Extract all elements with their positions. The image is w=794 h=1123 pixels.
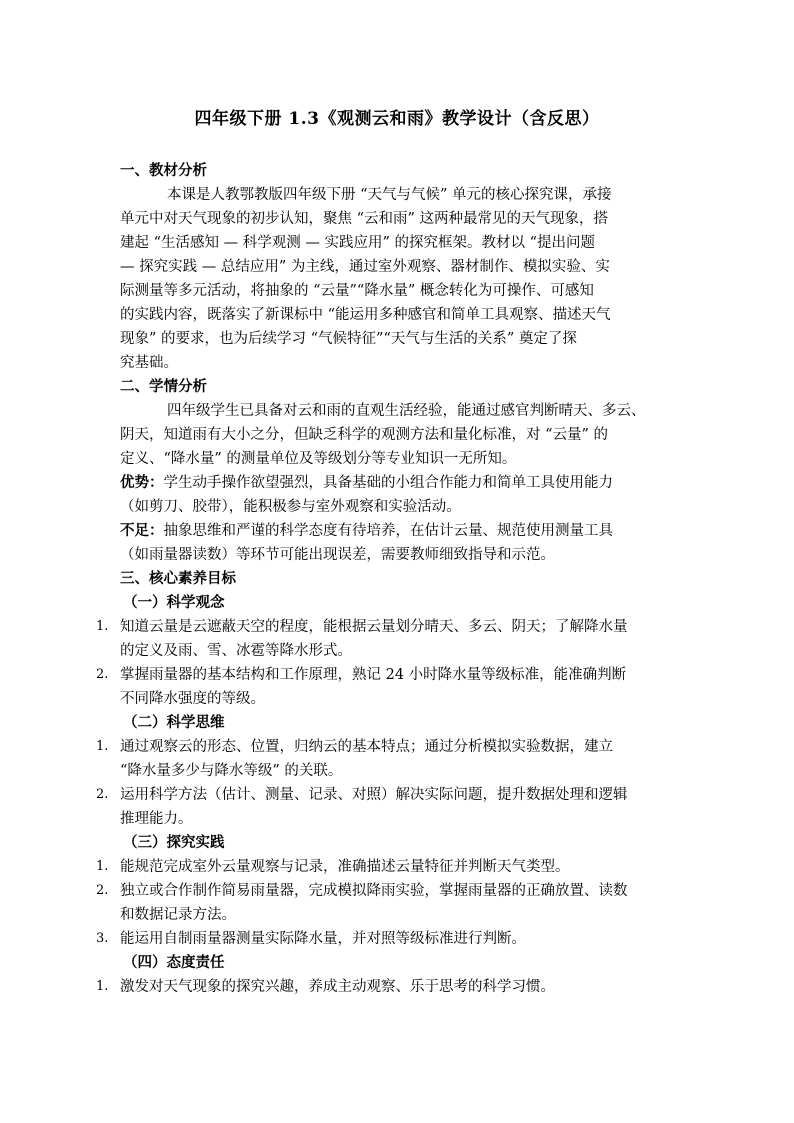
list-number: 1. [96,739,109,754]
list-item-line: 能规范完成室外云量观察与记录，准确描述云量特征并判断天气类型。 [120,859,570,875]
section-heading-student-analysis: 二、学情分析 [120,378,207,395]
list-number: 2. [96,787,109,802]
list-item-line: 掌握雨量器的基本结构和工作原理，熟记 24 小时降水量等级标准，能准确判断 [120,667,627,683]
subsection-heading-science-concept: （一）科学观念 [123,594,225,611]
section-heading-core-literacy-goals: 三、核心素养目标 [120,570,236,587]
paragraph-line: （如剪刀、胶带），能积极参与室外观察和实验活动。 [120,499,461,515]
list-item-line: 推理能力。 [120,811,193,827]
weakness-line [120,521,680,541]
paragraph-line: 际测量等多元活动，将抽象的 “云量”“降水量” 概念转化为可操作、可感知 [120,283,594,299]
list-item-line: 不同降水强度的等级。 [120,691,265,707]
list-item-line: 知道云量是云遮蔽天空的程度，能根据云量划分晴天、多云、阴天；了解降水量 [120,619,628,635]
advantage-text: 学生动手操作欲望强烈，具备基础的小组合作能力和简单工具使用能力 [163,475,613,491]
paragraph-line: 阴天，知道雨有大小之分，但缺乏科学的观测方法和量化标准，对 “云量” 的 [120,427,609,443]
list-number: 1. [96,859,109,874]
advantage-line [120,473,680,493]
weakness-label: 不足： [120,522,164,539]
paragraph-line: （如雨量器读数）等环节可能出现误差，需要教师细致指导和示范。 [120,547,555,563]
list-item-line: “降水量多少与降水等级” 的关联。 [120,763,343,779]
paragraph-line: — 探究实践 — 总结应用” 为主线，通过室外观察、器材制作、模拟实验、实 [120,259,610,275]
paragraph-line: 建起 “生活感知 — 科学观测 — 实践应用” 的探究框架。教材以 “提出问题 [120,235,595,251]
list-item-line: 能运用自制雨量器测量实际降水量，并对照等级标准进行判断。 [120,931,526,947]
list-item-line: 通过观察云的形态、位置，归纳云的基本特点；通过分析模拟实验数据，建立 [120,739,613,755]
paragraph-line: 本课是人教鄂教版四年级下册 “天气与气候” 单元的核心探究课，承接 [167,187,612,203]
paragraph-line: 四年级学生已具备对云和雨的直观生活经验，能通过感官判断晴天、多云、 [167,403,646,419]
list-number: 1. [96,619,109,634]
list-item-line: 运用科学方法（估计、测量、记录、对照）解决实际问题，提升数据处理和逻辑 [120,787,628,803]
paragraph-line: 定义、“降水量” 的测量单位及等级划分等专业知识一无所知。 [120,451,517,467]
paragraph-line: 究基础。 [120,355,178,371]
list-item-line: 独立或合作制作简易雨量器，完成模拟降雨实验，掌握雨量器的正确放置、读数 [120,883,628,899]
list-item-line: 和数据记录方法。 [120,907,236,923]
list-item-line: 的定义及雨、雪、冰雹等降水形式。 [120,643,352,659]
subsection-heading-attitude-responsibility: （四）态度责任 [123,954,225,971]
weakness-text: 抽象思维和严谨的科学态度有待培养，在估计云量、规范使用测量工具 [163,523,613,539]
paragraph-line: 现象” 的要求，也为后续学习 “气候特征”“天气与生活的关系” 奠定了探 [120,331,577,347]
subsection-heading-inquiry-practice: （三）探究实践 [123,834,225,851]
document-title: 四年级下册 1.3《观测云和雨》教学设计（含反思） [194,109,600,129]
section-heading-textbook-analysis: 一、教材分析 [120,162,207,179]
list-number: 3. [96,931,109,946]
paragraph-line: 单元中对天气现象的初步认知，聚焦 “云和雨” 这两种最常见的天气现象，搭 [120,211,609,227]
list-number: 2. [96,883,109,898]
list-number: 1. [96,979,109,994]
list-number: 2. [96,667,109,682]
subsection-heading-science-thinking: （二）科学思维 [123,714,225,731]
list-item-line: 激发对天气现象的探究兴趣，养成主动观察、乐于思考的科学习惯。 [120,979,555,995]
paragraph-line: 的实践内容，既落实了新课标中 “能运用多种感官和简单工具观察、描述天气 [120,307,611,323]
advantage-label: 优势： [120,474,164,491]
